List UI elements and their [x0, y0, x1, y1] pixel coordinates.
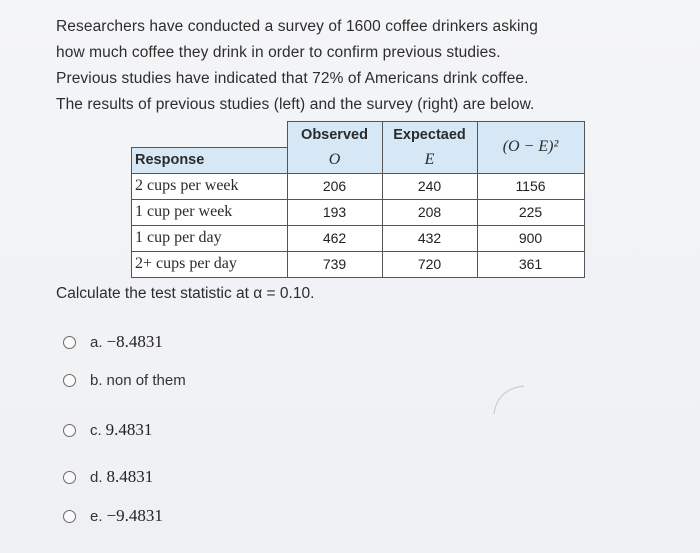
row-expected: 432 [382, 225, 477, 251]
question-text [56, 14, 656, 118]
option-d[interactable] [63, 467, 153, 487]
option-value: non of them [106, 372, 186, 389]
question-prompt: Calculate the test statistic at α = 0.10. [56, 285, 315, 302]
option-letter: a. [90, 333, 103, 351]
row-observed: 462 [287, 225, 382, 251]
row-oe: 900 [477, 225, 584, 251]
option-letter: c. [90, 421, 102, 439]
row-oe: 1156 [477, 173, 584, 199]
question-line: how much coffee they drink in order to confirm previous studies. [56, 44, 501, 61]
data-table [131, 121, 585, 278]
row-oe: 361 [477, 251, 584, 277]
option-letter: d. [90, 468, 103, 486]
option-letter: e. [90, 507, 103, 525]
row-response: 1 cup per week [132, 199, 288, 225]
row-response: 2+ cups per day [132, 251, 288, 277]
option-value: −8.4831 [106, 332, 163, 351]
question-line: Previous studies have indicated that 72% of Americans drink coffee. [56, 70, 529, 87]
header-response: Response [132, 147, 288, 173]
option-a[interactable] [63, 332, 163, 352]
row-expected: 240 [382, 173, 477, 199]
option-e[interactable] [63, 506, 163, 526]
cursor-arc-mark [490, 380, 530, 420]
option-b[interactable] [63, 372, 186, 389]
header-expected: Expectaed [382, 122, 477, 148]
row-observed: 739 [287, 251, 382, 277]
row-observed: 193 [287, 199, 382, 225]
radio-button[interactable] [63, 336, 76, 349]
option-c[interactable] [63, 420, 152, 440]
row-response: 1 cup per day [132, 225, 288, 251]
header-oe: (O − E)² [477, 122, 584, 174]
question-line: Researchers have conducted a survey of 1600 coffee drinkers asking [56, 18, 538, 35]
header-o-symbol: O [287, 147, 382, 173]
option-value: 8.4831 [106, 467, 154, 486]
option-value: 9.4831 [105, 420, 153, 439]
radio-button[interactable] [63, 471, 76, 484]
radio-button[interactable] [63, 374, 76, 387]
header-observed: Observed [287, 122, 382, 148]
radio-button[interactable] [63, 510, 76, 523]
row-expected: 208 [382, 199, 477, 225]
row-oe: 225 [477, 199, 584, 225]
radio-button[interactable] [63, 424, 76, 437]
option-value: −9.4831 [106, 506, 163, 525]
question-line: The results of previous studies (left) and the survey (right) are below. [56, 96, 535, 113]
option-letter: b. [90, 372, 103, 389]
row-expected: 720 [382, 251, 477, 277]
row-response: 2 cups per week [132, 173, 288, 199]
row-observed: 206 [287, 173, 382, 199]
header-e-symbol: E [382, 147, 477, 173]
